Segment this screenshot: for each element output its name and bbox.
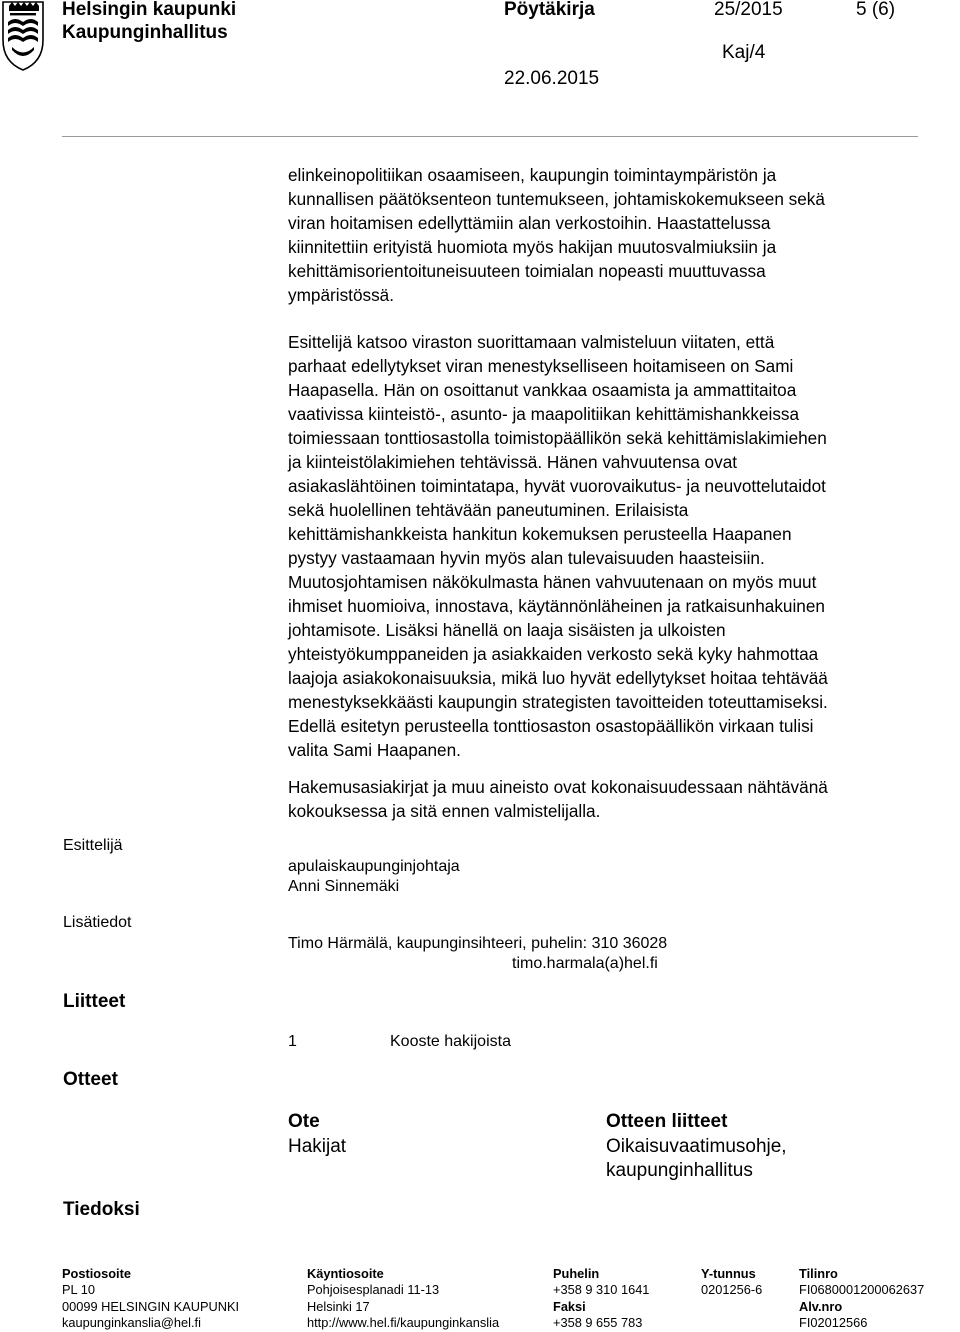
esittelija-title: apulaiskaupunginjohtaja: [288, 858, 460, 875]
footer-puhelin: Puhelin +358 9 310 1641 Faksi +358 9 655 783: [553, 1266, 650, 1330]
footer-kayntiosoite: Käyntiosoite Pohjoisesplanadi 11-13 Helsinki 17 http://www.hel.fi/kaupunginkanslia: [307, 1266, 500, 1330]
helsinki-crest-logo: [0, 0, 46, 72]
header-number: 25/2015: [714, 0, 783, 20]
footer-email-link[interactable]: kaupunginkanslia@hel.fi: [62, 1314, 201, 1330]
otteen-liite-1: Oikaisuvaatimusohje,: [606, 1136, 787, 1157]
footer-postiosoite: Postiosoite PL 10 00099 HELSINGIN KAUPUNKI kaupunginkanslia@hel.fi: [62, 1266, 240, 1330]
liitteet-label: Liitteet: [63, 991, 126, 1012]
ote-title: Ote: [288, 1111, 320, 1132]
paragraph-2: Esittelijä katsoo viraston suorittamaan valmisteluun viitaten, että parhaat edellytykset viran menestykselliseen hoitamiseen on Sami Haapasella. Hän on osoittanut vankkaa osaamista ja ammattitaitoa vaativissa kiinteistö-, asunto- ja maapolitiikan kehittämishankkeissa toimiessaan tonttiosastolla toimistopäällikön sekä kehittämislakimiehen ja kiinteistölakimiehen tehtävissä. Hänen vahvuutensa ovat asiakaslähtöinen toimintatapa, hyvät vuorovaikutus- ja neuvottelutaidot sekä huolellinen tehtävään paneutuminen. Erilaisista kehittämishankkeista hankitun kokemuksen perusteella Haapanen pystyy vastaamaan hyvin myös alan tulevaisuuden haasteisiin. Muutosjohtamisen näkökulmasta hänen vahvuutenaan on myös muut ihmiset huomioiva, innostava, käytännönläheinen ja ratkaisunhakuinen johtamisote. Lisäksi hänellä on laaja sisäisten ja ulkoisten yhteistyökumppaneiden ja asiakkaiden verkosto sekä kyky hahmottaa laajoja asiakokonaisuuksia, mikä luo hyvät edellytykset hoitaa tehtävää menestyksekkäästi kaupungin strategisten tavoitteiden toteuttamiseksi. Edellä esitetyn perusteella tonttiosaston osastopäällikön virkaan tulisi valita Sami Haapanen.: [288, 332, 828, 760]
lisatiedot-label: Lisätiedot: [63, 914, 132, 931]
esittelija-name: Anni Sinnemäki: [288, 878, 400, 895]
header-section: Kaj/4: [722, 42, 766, 63]
paragraph-1: elinkeinopolitiikan osaamiseen, kaupungin toimintaympäristön ja kunnallisen päätöksenteon tuntemukseen, johtamiskokemukseen sekä viran hoitamisen edellyttämiin alan verkostoihin. Haastattelussa kiinnitettiin erityistä huomiota myös hakijan muutosvalmiuksiin ja kehittämisorientoituneisuuteen toimialan nopeasti muuttuvassa ympäristössä.: [288, 165, 825, 305]
esittelija-label: Esittelijä: [63, 837, 123, 854]
otteen-liitteet-title: Otteen liitteet: [606, 1111, 728, 1132]
footer-ytunnus: Y-tunnus 0201256-6: [701, 1266, 763, 1298]
liite-link[interactable]: Kooste hakijoista: [390, 1033, 511, 1050]
footer-website-link[interactable]: http://www.hel.fi/kaupunginkanslia: [307, 1314, 500, 1330]
otteet-label: Otteet: [63, 1069, 118, 1090]
header-doc-type: Pöytäkirja: [504, 0, 595, 20]
paragraph-3: Hakemusasiakirjat ja muu aineisto ovat kokonaisuudessaan nähtävänä kokouksessa ja sitä ennen valmistelijalla.: [288, 777, 828, 821]
header-divider: [62, 136, 918, 137]
tiedoksi-label: Tiedoksi: [63, 1199, 140, 1220]
footer-tilinro: Tilinro FI0680001200062637 Alv.nro FI02012566: [799, 1266, 925, 1330]
liite-number: 1: [288, 1033, 297, 1050]
header-body: Kaupunginhallitus: [62, 22, 228, 43]
lisatiedot-contact: Timo Härmälä, kaupunginsihteeri, puhelin: 310 36028: [288, 935, 668, 952]
header-date: 22.06.2015: [504, 68, 600, 89]
otteen-liite-2: kaupunginhallitus: [606, 1160, 753, 1181]
ote-recipient: Hakijat: [288, 1136, 347, 1157]
header-page: 5 (6): [856, 0, 896, 20]
header-organization: Helsingin kaupunki: [62, 0, 237, 20]
lisatiedot-email: timo.harmala(a)hel.fi: [512, 955, 658, 972]
